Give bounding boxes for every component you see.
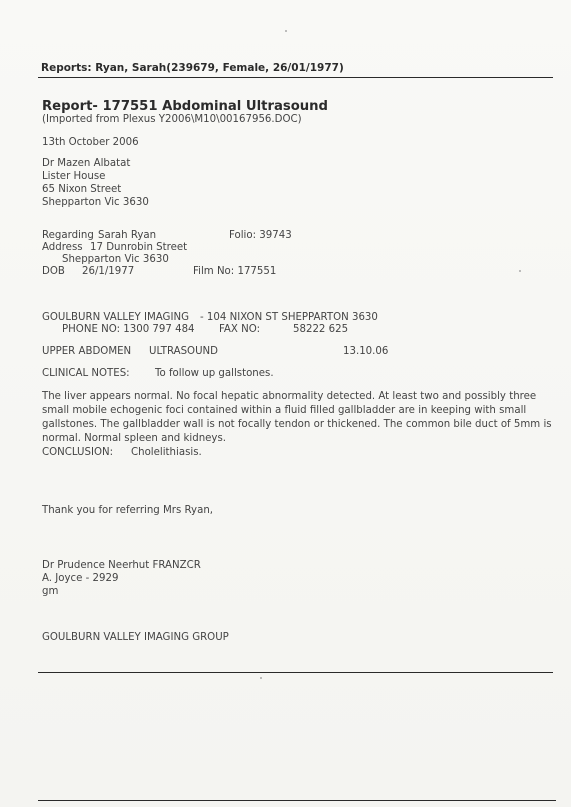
report-context-header: Reports: Ryan, Sarah(239679, Female, 26/01/1977): [41, 62, 344, 74]
typist-line: A. Joyce - 2929: [42, 573, 119, 584]
clinical-notes-value: To follow up gallstones.: [155, 368, 274, 379]
recipient-address-line: Lister House: [42, 171, 106, 182]
clinic-fax-number: 58222 625: [293, 324, 349, 335]
patient-name: Sarah Ryan: [98, 230, 157, 241]
patient-address-line: 17 Dunrobin Street: [90, 242, 188, 253]
import-source: (Imported from Plexus Y2006\M10\00167956.DOC): [42, 114, 302, 125]
clinical-notes-label: CLINICAL NOTES:: [42, 368, 130, 379]
folio-number: Folio: 39743: [229, 230, 292, 241]
imaging-group-name: GOULBURN VALLEY IMAGING GROUP: [42, 632, 229, 643]
recipient-address-line: 65 Nixon Street: [42, 184, 122, 195]
clinic-address: - 104 NIXON ST SHEPPARTON 3630: [200, 312, 378, 323]
recipient-address-line: Shepparton Vic 3630: [42, 197, 149, 208]
address-label: Address: [42, 242, 83, 253]
dob-label: DOB: [42, 266, 65, 277]
film-number: Film No: 177551: [193, 266, 277, 277]
scan-speck: [285, 30, 287, 32]
report-date: 13th October 2006: [42, 137, 139, 148]
conclusion-label: CONCLUSION:: [42, 447, 114, 458]
scan-speck: [260, 677, 262, 679]
header-divider: [38, 77, 553, 78]
clinic-phone: PHONE NO: 1300 797 484: [62, 324, 195, 335]
patient-address-line: Shepparton Vic 3630: [62, 254, 169, 265]
regarding-label: Regarding: [42, 230, 94, 241]
exam-modality: ULTRASOUND: [149, 346, 218, 357]
signatory-name: Dr Prudence Neerhut FRANZCR: [42, 560, 201, 571]
report-title: Report- 177551 Abdominal Ultrasound: [42, 99, 328, 114]
thanks-line: Thank you for referring Mrs Ryan,: [42, 505, 214, 516]
exam-region: UPPER ABDOMEN: [42, 346, 132, 357]
clinic-name: GOULBURN VALLEY IMAGING: [42, 312, 189, 323]
dob-value: 26/1/1977: [82, 266, 135, 277]
typist-initials: gm: [42, 586, 59, 597]
conclusion-value: Cholelithiasis.: [131, 447, 202, 458]
recipient-name: Dr Mazen Albatat: [42, 158, 131, 169]
bottom-divider: [38, 800, 556, 801]
scan-speck: [519, 270, 521, 272]
clinic-fax-label: FAX NO:: [219, 324, 261, 335]
findings-paragraph: The liver appears normal. No focal hepatic abnormality detected. At least two and possibly three small mobile echogenic foci contained within a fluid filled gallbladder are in keeping with small gallstones. The gallbladder wall is not focally tendon or thickened. The common bile duct of 5mm is normal. Normal spleen and kidneys.: [42, 391, 552, 444]
exam-date: 13.10.06: [343, 346, 389, 357]
footer-divider: [38, 672, 553, 673]
